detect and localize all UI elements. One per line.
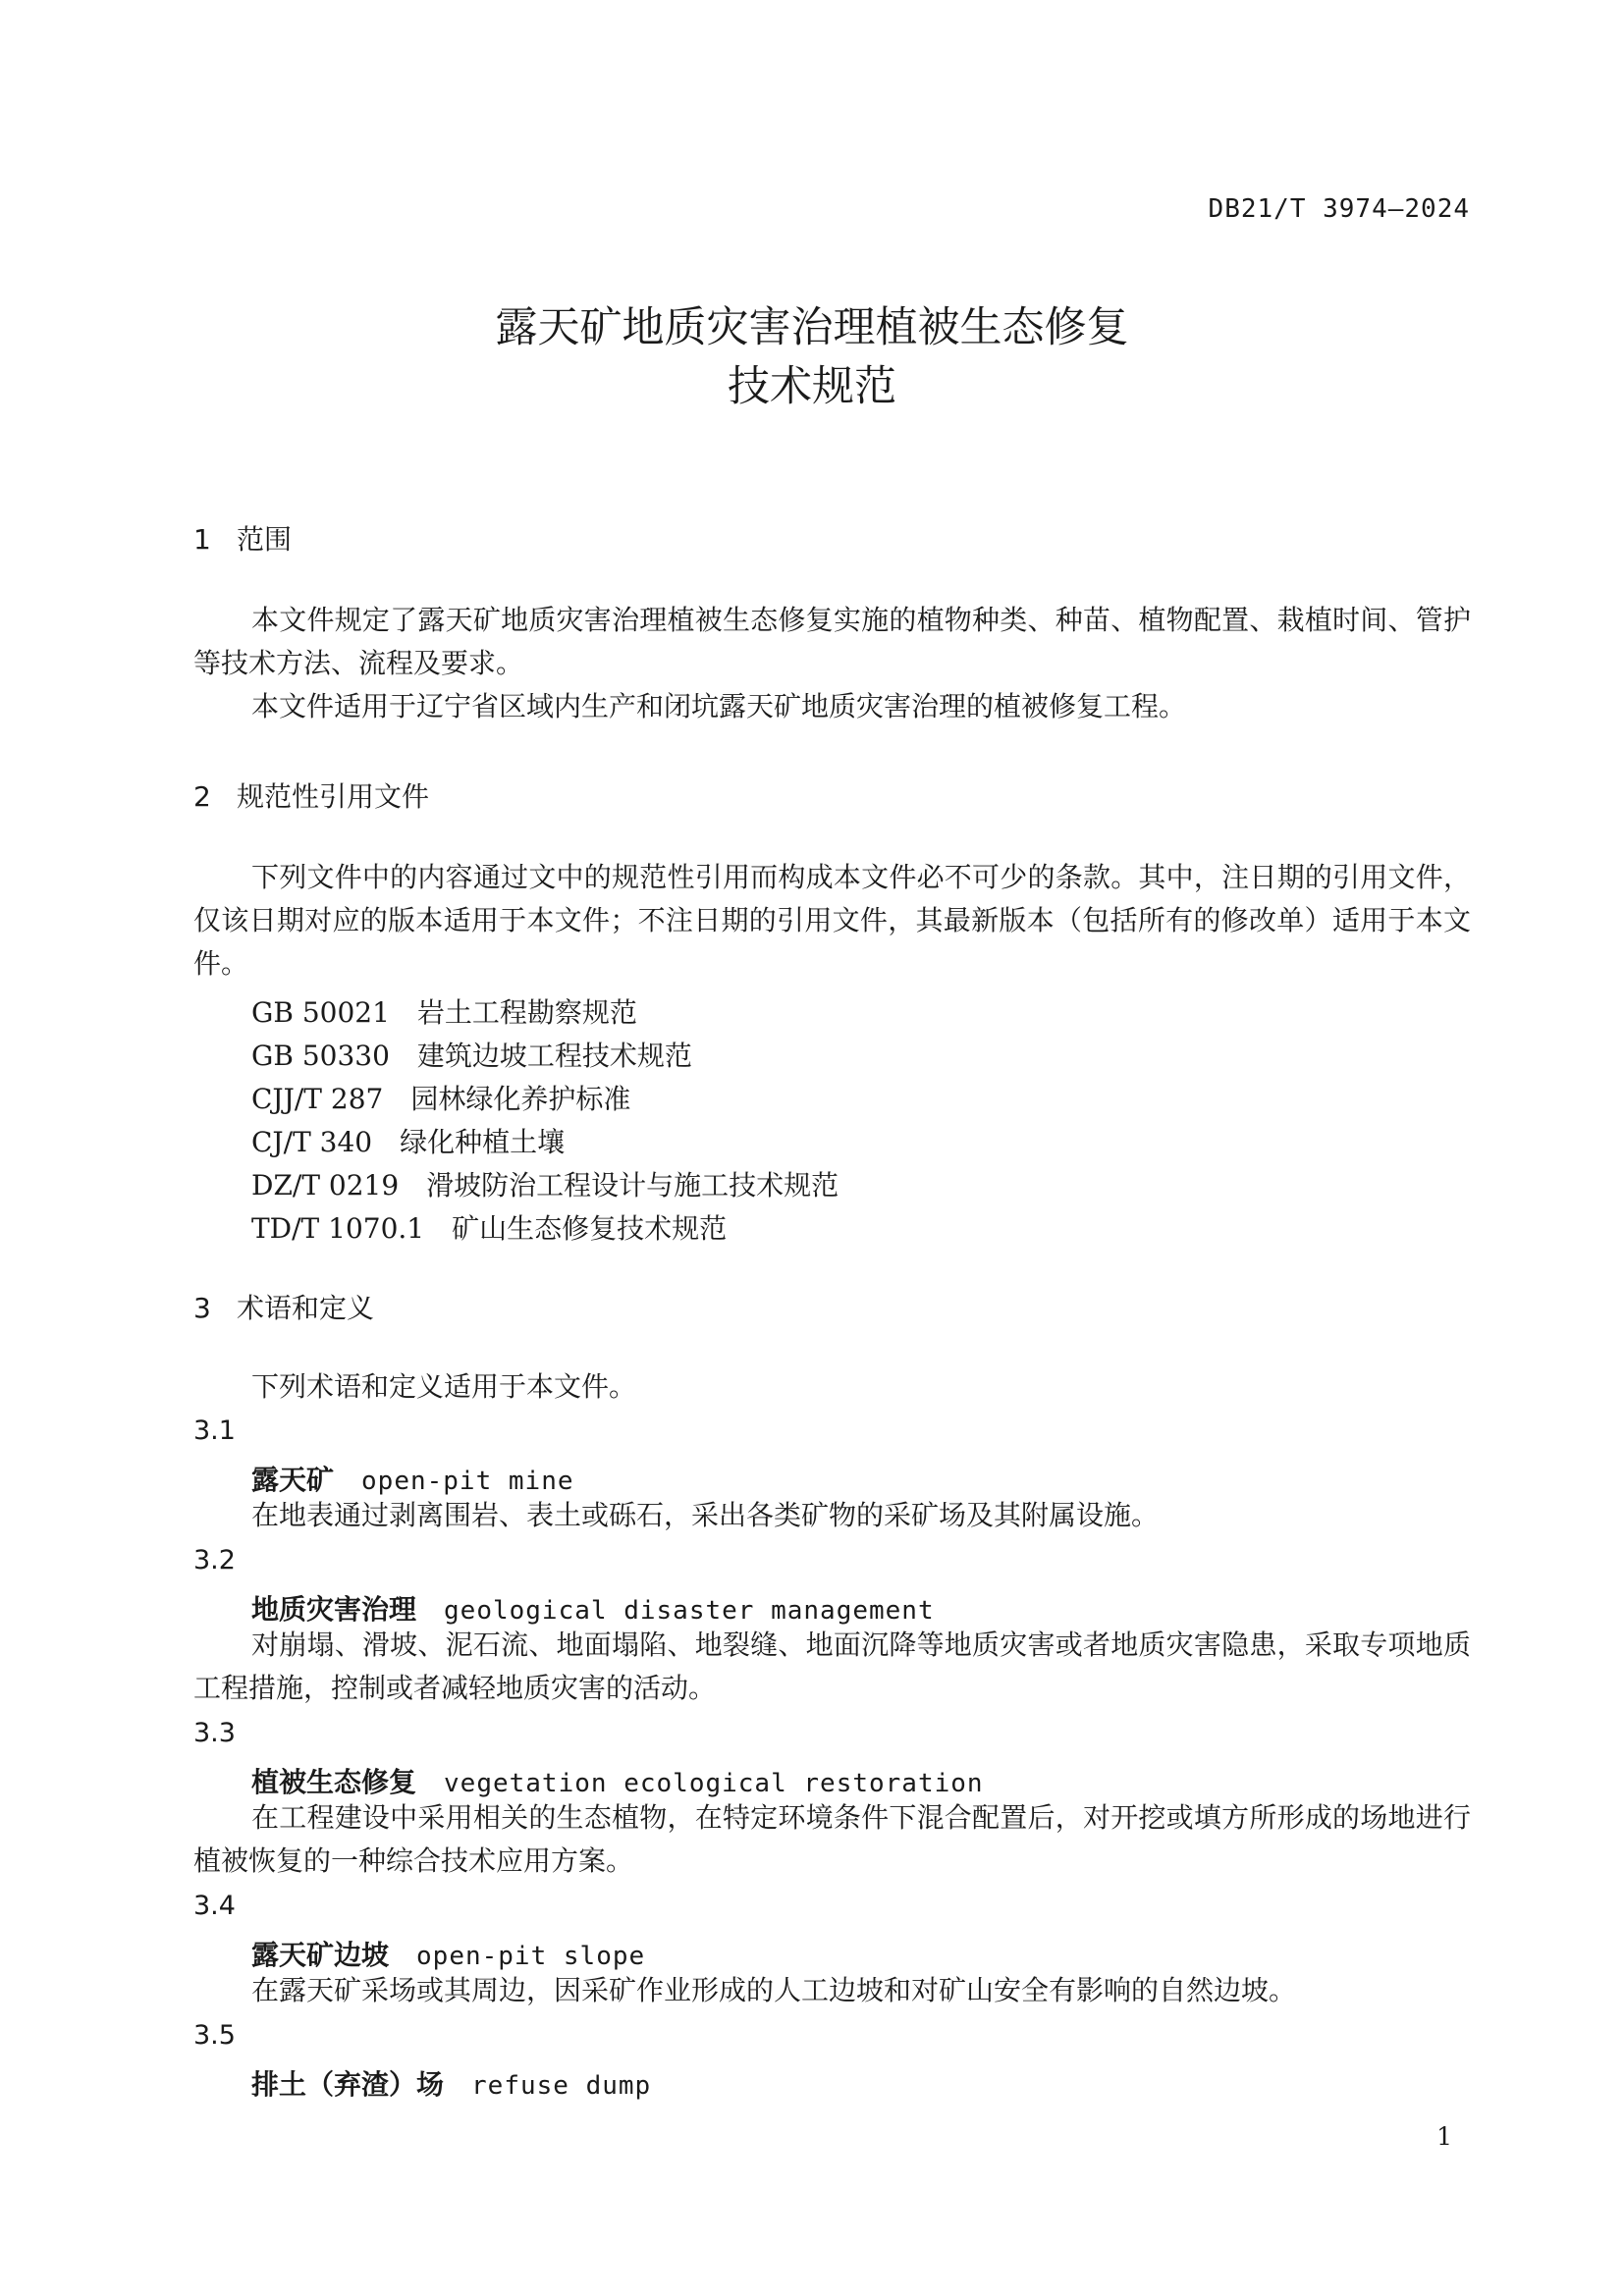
term-chinese: 露天矿 bbox=[251, 1464, 335, 1496]
reference-title: 岩土工程勘察规范 bbox=[416, 996, 637, 1029]
term-chinese: 地质灾害治理 bbox=[251, 1593, 417, 1626]
reference-item bbox=[251, 1121, 565, 1160]
term-heading bbox=[251, 1761, 984, 1800]
section-title: 术语和定义 bbox=[237, 1292, 375, 1324]
reference-code: DZ/T 0219 bbox=[251, 1169, 400, 1201]
reference-title: 园林绿化养护标准 bbox=[410, 1083, 631, 1115]
reference-item bbox=[251, 1078, 630, 1117]
term-definition: 在露天矿采场或其周边，因采矿作业形成的人工边坡和对矿山安全有影响的自然边坡。 bbox=[251, 1974, 1297, 2006]
reference-code: GB 50021 bbox=[251, 996, 390, 1029]
term-heading bbox=[251, 1588, 935, 1628]
reference-code: GB 50330 bbox=[251, 1040, 390, 1072]
term-number: 3.5 bbox=[193, 2020, 236, 2051]
reference-code: TD/T 1070.1 bbox=[251, 1212, 425, 1245]
term-english: open-pit slope bbox=[416, 1942, 646, 1971]
reference-title: 矿山生态修复技术规范 bbox=[452, 1212, 728, 1245]
term-chinese: 排土（弃渣）场 bbox=[251, 2068, 445, 2101]
term-definition: 在工程建设中采用相关的生态植物，在特定环境条件下混合配置后，对开挖或填方所形成的场地进行植被恢复的一种综合技术应用方案。 bbox=[193, 1801, 1471, 1877]
reference-item bbox=[251, 991, 637, 1031]
reference-item bbox=[251, 1035, 692, 1074]
section-2-heading bbox=[193, 775, 429, 815]
term-chinese: 露天矿边坡 bbox=[251, 1939, 390, 1971]
term-english: refuse dump bbox=[471, 2071, 652, 2101]
term-number: 3.1 bbox=[193, 1415, 236, 1446]
standard-number: DB21/T 3974—2024 bbox=[1208, 194, 1470, 224]
term-heading bbox=[251, 2063, 651, 2103]
term-definition: 对崩塌、滑坡、泥石流、地面塌陷、地裂缝、地面沉降等地质灾害或者地质灾害隐患，采取专项地质工程措施，控制或者减轻地质灾害的活动。 bbox=[193, 1629, 1471, 1704]
section-number: 3 bbox=[193, 1292, 211, 1324]
term-english: vegetation ecological restoration bbox=[444, 1769, 984, 1798]
document-title-line-1: 露天矿地质灾害治理植被生态修复 bbox=[495, 303, 1129, 352]
term-number: 3.2 bbox=[193, 1545, 236, 1575]
reference-item bbox=[251, 1164, 839, 1203]
section-title: 范围 bbox=[237, 523, 293, 556]
section-1-paragraph-2: 本文件适用于辽宁省区域内生产和闭坑露天矿地质灾害治理的植被修复工程。 bbox=[251, 690, 1187, 722]
reference-item bbox=[251, 1207, 727, 1247]
reference-title: 绿化种植土壤 bbox=[400, 1126, 566, 1158]
reference-code: CJ/T 340 bbox=[251, 1126, 373, 1158]
reference-title: 滑坡防治工程设计与施工技术规范 bbox=[426, 1169, 839, 1201]
section-2-intro: 下列文件中的内容通过文中的规范性引用而构成本文件必不可少的条款。其中，注日期的引用文件，仅该日期对应的版本适用于本文件；不注日期的引用文件，其最新版本（包括所有的修改单）适用于本文件。 bbox=[193, 861, 1471, 980]
term-chinese: 植被生态修复 bbox=[251, 1766, 417, 1798]
reference-title: 建筑边坡工程技术规范 bbox=[416, 1040, 692, 1072]
term-number: 3.3 bbox=[193, 1718, 236, 1748]
term-english: geological disaster management bbox=[444, 1596, 935, 1626]
page-number: 1 bbox=[1436, 2122, 1452, 2151]
section-3-intro: 下列术语和定义适用于本文件。 bbox=[251, 1370, 637, 1403]
reference-code: CJJ/T 287 bbox=[251, 1083, 384, 1115]
section-number: 1 bbox=[193, 523, 211, 556]
section-title: 规范性引用文件 bbox=[237, 780, 430, 813]
term-number: 3.4 bbox=[193, 1891, 236, 1921]
term-heading bbox=[251, 1934, 645, 1973]
section-3-heading bbox=[193, 1287, 374, 1326]
term-heading bbox=[251, 1459, 574, 1498]
section-number: 2 bbox=[193, 780, 211, 813]
section-1-heading bbox=[193, 518, 292, 558]
term-english: open-pit mine bbox=[361, 1467, 574, 1496]
document-title-line-2: 技术规范 bbox=[728, 362, 896, 411]
term-definition: 在地表通过剥离围岩、表土或砾石，采出各类矿物的采矿场及其附属设施。 bbox=[251, 1499, 1160, 1531]
section-1-paragraph-1: 本文件规定了露天矿地质灾害治理植被生态修复实施的植物种类、种苗、植物配置、栽植时间、管护等技术方法、流程及要求。 bbox=[193, 604, 1471, 679]
